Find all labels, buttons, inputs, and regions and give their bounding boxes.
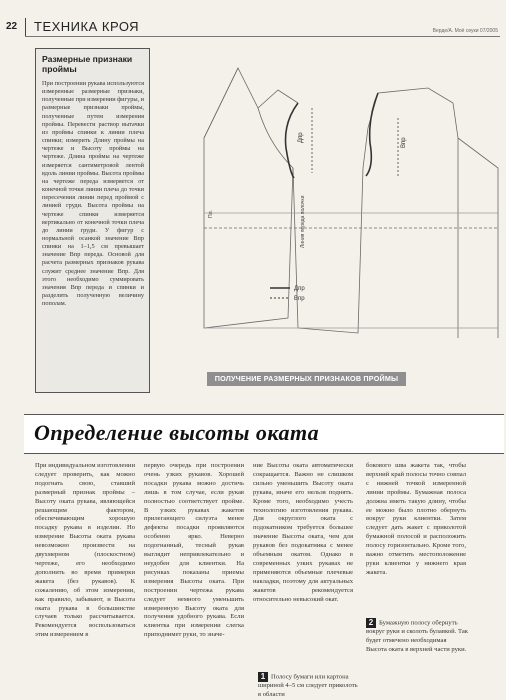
- pattern-outline: [204, 68, 498, 338]
- header-divider: [25, 18, 26, 36]
- pattern-drawing: [198, 48, 502, 370]
- legend-label-1: Дпр: [294, 286, 305, 292]
- text-column-4: бокового шва жакета так, чтобы верхний край полосы точно совпал с нижней точкой измеренной линии проймы. Бумажная полоса должна иметь такую длину, чтобы ее можно было плотно обернуть вокруг руки клиентки. Затем следует дать жакет с приколотой бумажной полосой и расположить полосу горизонтально. Кроме того, важно отметить местоположение руки клиентки у нижнего края жакета.: [366, 462, 466, 576]
- main-title: Определение высоты оката: [34, 420, 320, 445]
- page-number: 22: [6, 21, 18, 32]
- front-line-label: Линия переда полочки: [300, 195, 306, 248]
- back-label: Пл.: [208, 210, 214, 218]
- title-band: [24, 414, 504, 454]
- publication-info: Верде/А. Моё сеуки 07/2005: [432, 28, 498, 34]
- step-2-number: 2: [366, 618, 376, 628]
- text-column-2: первую очередь при построении очень узких рукавов. Хорошей посадки рукава можно достичь лишь в том случае, если рукав полностью соответствует пройме. В узких рукавах жакетов прилегающего силуэта менее дефекты посадки проявляются особенно ярко. Неверно подогнанный, тесный рукав выглядит непривлекательно и неудобен для клиентки. На рисунках показаны приемы измерения Высоты оката. При построении чертежа рукава следует немного уменьшить измеренную Высоту оката для получения удобного рукава. Если клиентка при измерении слегка приподнимет руки, то значе-: [144, 462, 244, 639]
- step-1-text: Полосу бумаги или картона шириной 4–5 см следует приколоть в области: [258, 673, 358, 699]
- section-title: ТЕХНИКА КРОЯ: [34, 19, 140, 34]
- text-column-1: При индивидуальном изготовлении следует проверить, как можно подогнать свою, ставший размерный признак проймы – Высоту оката рукава, являющейся решающим фактором, обеспечивающим хорошую посадку рукава в изделии. Но измерение Высоты оката рукава невозможно произвести на двухмерном (плоскостном) чертеже, его необходимо дополнить во время примерки жакета (без рукавов). К сожалению, об этом измерении, как правило, забывают, и Высота оката рукава в большинстве случаев только рассчитывается. Рекомендуется воспользоваться этим измерением в: [35, 462, 135, 639]
- figure-caption: ПОЛУЧЕНИЕ РАЗМЕРНЫХ ПРИЗНАКОВ ПРОЙМЫ: [207, 372, 406, 386]
- dim-b-label: Впр: [401, 137, 407, 148]
- page-header: [0, 0, 506, 42]
- dim-a-label: Дпр: [298, 132, 304, 143]
- sidebar-text: При построении рукава используются измеренные размерные признаки, полученные при измерении фигуры, и размерные признаки проймы, полученные путем измерения проймы. Перевести раствор вытачки из проймы спинки к линии плеча спинки; измерить Длину проймы на чертеже и Высоту проймы на чертеже. Длина проймы на чертеже измеряется сантиметровой лентой вдоль линии проймы. Высота проймы на чертеже переда измеряется от конечной точки линии плеча до точки пересечения линии перед проймой с линией груди. Высота проймы на чертеже спинки измеряется вертикально от конечной точки плеча до линии груди. У фигур с нормальной осанкой значение Впр спинки на 1–1,5 см превышает значение Впр переда. Основой для расчета размерных признаков рукава служит среднее значение Впр. Для этого необходимо суммировать значения Впр переда и спинки и разделить полученную величину пополам.: [42, 80, 144, 308]
- step-2: [366, 618, 468, 655]
- step-1: [258, 672, 362, 700]
- step-1-number: 1: [258, 672, 268, 682]
- armhole-curve-back: [366, 93, 378, 176]
- text-column-3: ние Высоты оката автоматически сокращается. Важно не слишком сильно уменьшить Высоту оката рукава, иначе его нельзя поднять. Кроме того, необходимо учесть технологию изготовления рукава. Для округлого оката с подокатником требуется большее значение Высоты оката, чем для рукавов без подокатника с менее объемным окатом. Однако в современных узких рукавах не применяются объемные плечевые накладки, поэтому для актуальных жакетов рекомендуется относительно невысокий окат.: [253, 462, 353, 603]
- sidebar-title: Размерные признаки проймы: [42, 54, 133, 74]
- legend-label-2: Впр: [294, 296, 305, 302]
- sidebar-box: [35, 48, 150, 393]
- step-2-text: Бумажную полосу обернуть вокруг руки и сколоть булавкой. Так будет отмечено необходимая Высота оката в верхней части руки.: [366, 619, 468, 654]
- header-rule: [25, 36, 500, 37]
